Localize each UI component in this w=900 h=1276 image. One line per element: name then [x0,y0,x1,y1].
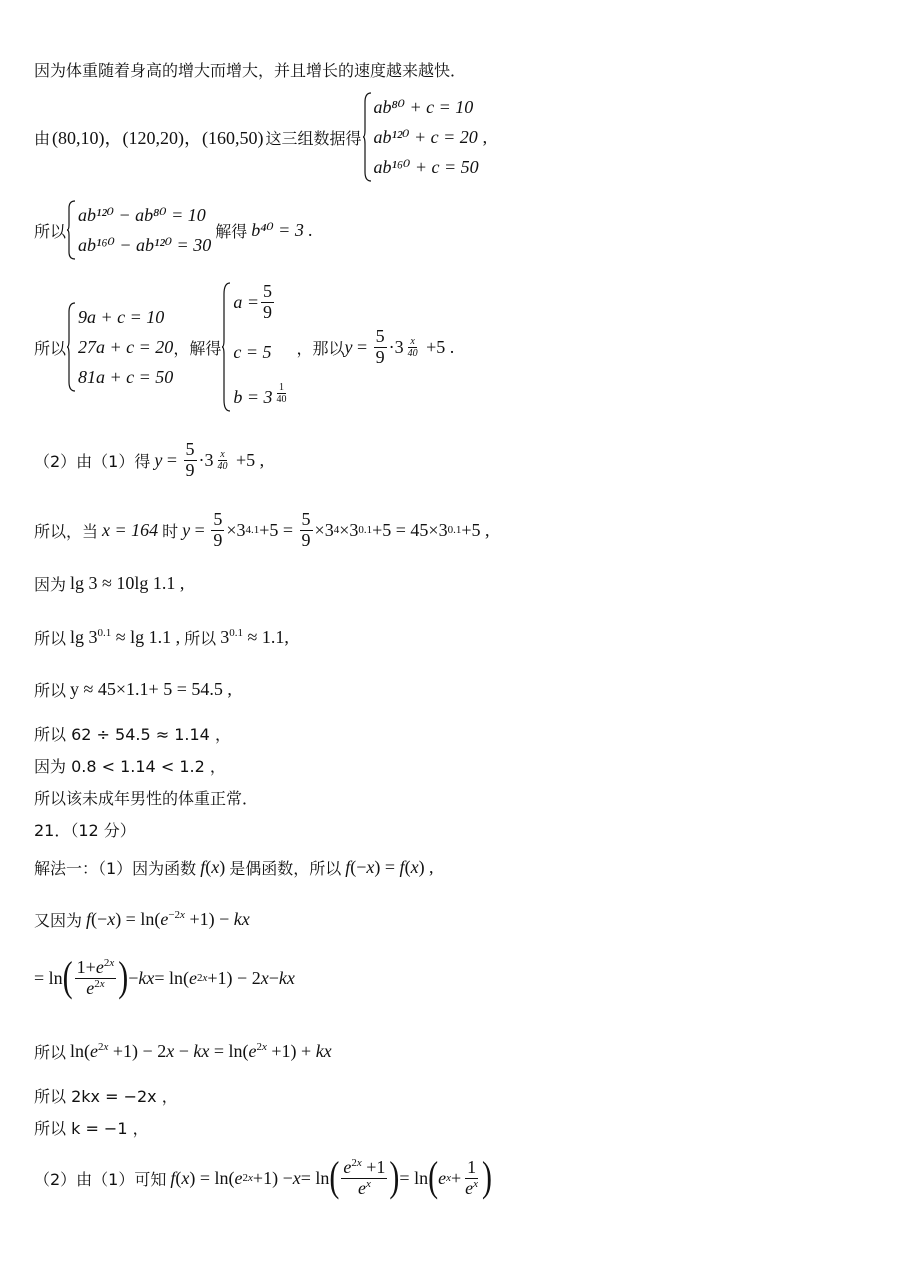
text-line-5 [34,440,264,481]
text-line-17 [34,1040,332,1063]
brace-icon [221,282,231,412]
formula-expand: = ln ( $\frac{1+e^{2x}}{e^{2x}}$ ) − kx = ln( e 2x +1) − 2 x − kx [34,954,295,1001]
formula-fx: f(x) [200,857,226,877]
prefix-part2-b: （2）由（1）可知 [34,1169,167,1189]
text-line-2: 由 (80,10)，(120,20)，(160,50) 这三组数据得 ab⁸⁰ + c = 10 ab¹²⁰ + c = 20 ab¹⁶⁰ + c = 50 , [34,92,487,182]
data-points: (80,10)，(120,20)，(160,50) [52,128,264,148]
text-shi: 时 [162,521,179,541]
prefix-suoyi: 所以 [34,1043,67,1062]
text-line-18: 所以 2kx = −2x ， [34,1087,178,1106]
text-line-15 [34,908,250,931]
result-b40: b⁴⁰ = 3 . [251,219,313,240]
prefix-when: 所以，当 [34,521,99,541]
eq-a: a = $\frac{5}{9}$ [233,281,272,322]
question-heading-21: 21．（12 分） [34,821,136,840]
formula-y-approx: y ≈ 45×1.1+ 5 = 54.5 , [70,679,232,699]
eq-row-2: 27a + c = 20 [78,336,174,357]
text-line-12: 所以该未成年男性的体重正常． [34,789,259,808]
text-jiede: 解得 [215,221,248,241]
prefix-suoyi: 所以 [34,629,67,648]
equation-system-1 [362,92,479,182]
prefix-yinwei: 因为 [34,575,67,594]
eq-row-1: ab¹²⁰ − ab⁸⁰ = 10 [78,204,206,225]
formula-fx-simplified: f ( x ) = ln( e 2x +1) − x = ln ( $\frac{e^{2x} +1}{e^x}$ ) = ln ( e x + $\frac{1}{e^x}$ ) [170,1154,493,1201]
text-line-20 [34,1154,493,1201]
brace-icon [362,92,372,182]
equation-system-2 [66,200,211,260]
prefix-part2: （2）由（1）得 [34,451,151,471]
formula-y: y = $\frac{5}{9}$ ·3 $\frac{x}{40}$ +5 . [344,325,455,367]
prefix-you: 由 [34,128,51,148]
value-x: x = 164 [102,519,159,540]
formula-equate: $\ln(e^{2x} +1) - 2x$ − kx = $\ln(e^{2x} +1)$ + kx [70,1041,332,1061]
text-line-8 [34,626,289,649]
formula-lg3: lg 3 ≈ 10lg 1.1 , [70,573,185,593]
brace-icon [66,302,76,392]
prefix-youyinwei: 又因为 [34,911,83,930]
formula-y-repeat: y = $\frac{5}{9}$ ·3 $\frac{x}{40}$ +5 , [154,439,265,480]
eq-row-3: ab¹⁶⁰ + c = 50 [373,156,479,177]
eq-row-2: ab¹²⁰ + c = 20 [373,126,478,147]
equation-system-4 [221,282,290,412]
formula-compute: y = $\frac{5}{9}$ ×3 4.1 +5 = $\frac{5}{9}$ ×3 4 ×3 0.1 +5 = 45×3 0.1 +5 , [182,509,490,550]
text-line-9 [34,678,232,701]
text-even-function: 是偶函数，所以 [229,859,342,878]
text-line-16 [34,954,295,1001]
prefix-suoyi: 所以 [34,221,67,241]
eq-row-2: ab¹⁶⁰ − ab¹²⁰ = 30 [78,234,212,255]
text-line-10: 所以 62 ÷ 54.5 ≈ 1.14 ， [34,725,231,744]
prefix-suoyi: 所以 [34,681,67,700]
text-line-6 [34,510,489,551]
prefix-suoyi-2: 所以 [184,629,217,648]
formula-lg30.1: $\lg 3^{0.1} \approx \lg 1.1$ , [70,627,181,647]
text-line-4 [34,282,454,412]
formula-f-neg-x: $f(-x) = \ln(e^{-2x} +1)$ − kx [86,909,250,929]
text-line-3 [34,200,313,260]
text-jiede: ，解得 [173,338,222,358]
text-line-19: 所以 k = −1 ， [34,1119,149,1138]
formula-f-even: f(−x) = f(x) , [345,857,434,877]
eq-b: b = 3 $^{\frac{1}{40}}$ [233,382,287,408]
text-line-11: 因为 0.8 < 1.14 < 1.2 ， [34,757,226,776]
sentence-growth: 因为体重随着身高的增大而增大，并且增长的速度越来越快． [34,61,467,80]
text-line-7 [34,572,184,595]
text-line-14 [34,856,434,879]
prefix-suoyi: 所以 [34,338,67,358]
eq-c: c = 5 [233,341,272,362]
eq-row-1: ab⁸⁰ + c = 10 [373,96,474,117]
formula-30.1: $3^{0.1} \approx 1.1$, [220,627,289,647]
text-three-groups: 这三组数据得 [265,128,362,148]
brace-icon [66,200,76,260]
text-naiyi: ，那以 [296,338,345,358]
eq-row-1: 9a + c = 10 [78,306,165,327]
eq-row-3: 81a + c = 50 [78,366,174,387]
text-line-1 [34,58,466,81]
equation-system-3 [66,302,173,392]
prefix-method1: 解法一：（1）因为函数 [34,859,197,878]
